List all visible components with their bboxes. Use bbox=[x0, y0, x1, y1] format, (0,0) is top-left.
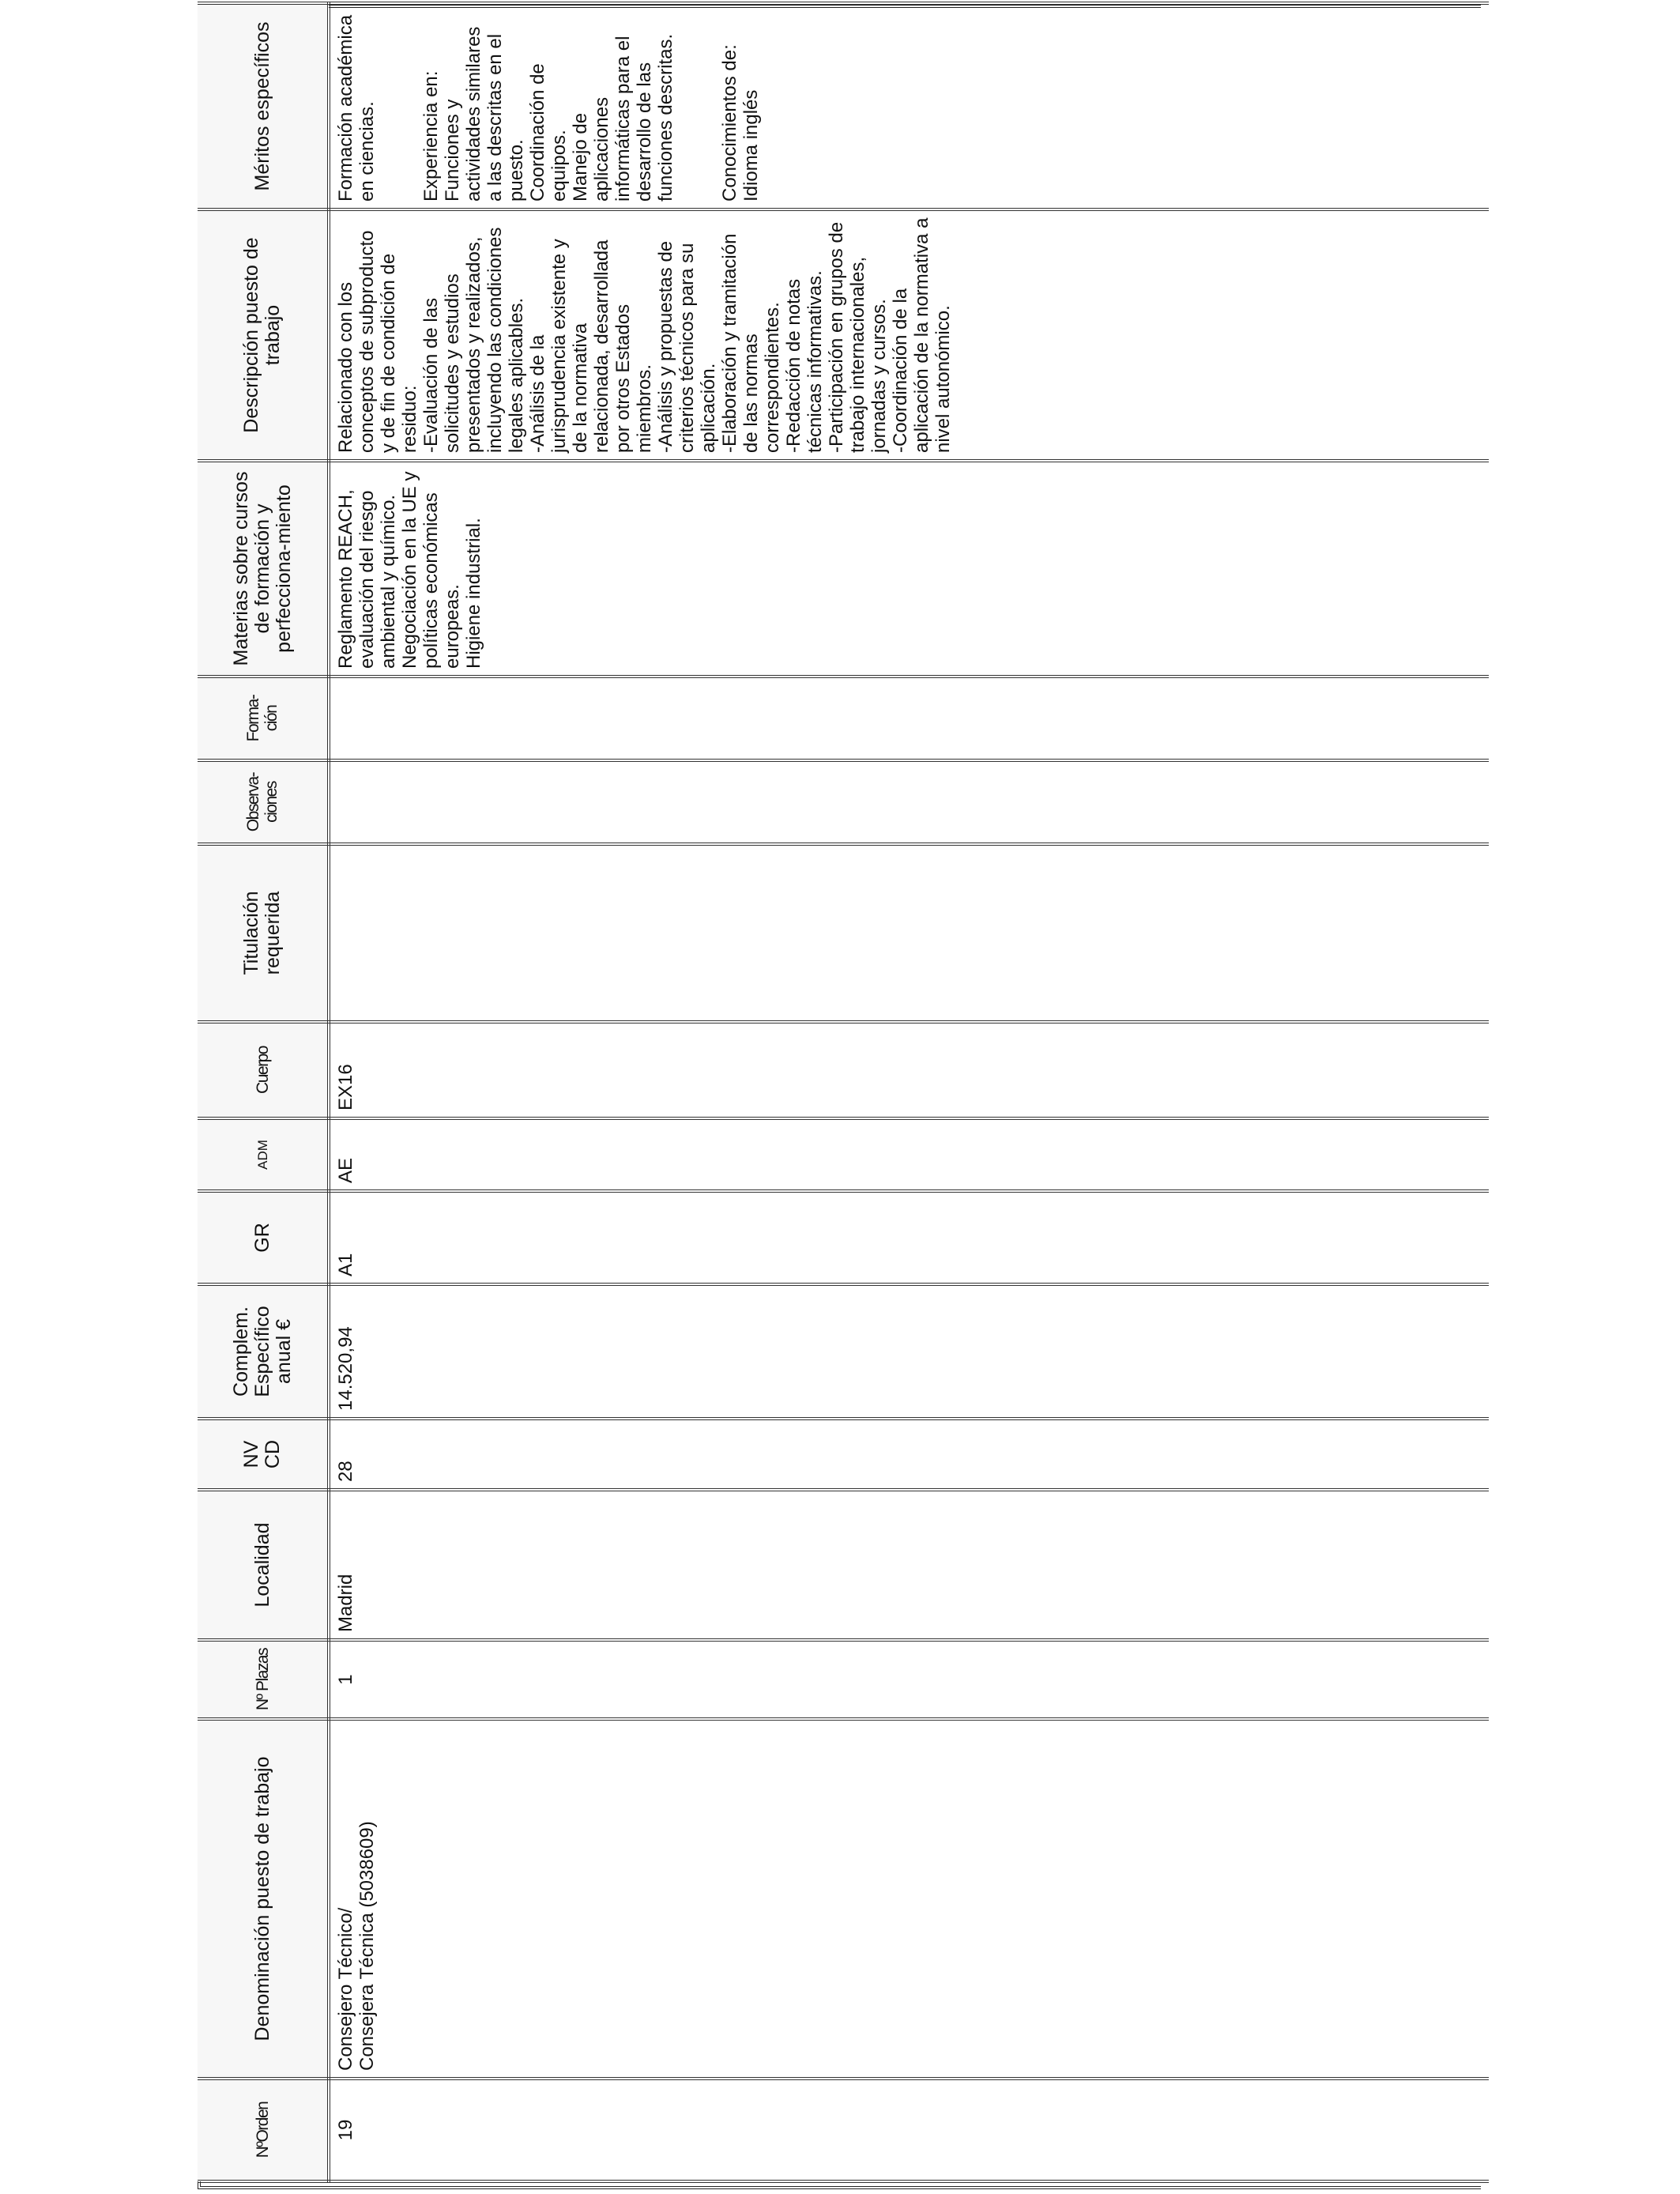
cell-materias bbox=[329, 461, 1489, 677]
meritos-experiencia-item: Funciones y actividades similares a las descritas en el puesto. bbox=[442, 26, 527, 202]
rotated-table-wrapper bbox=[198, 5, 1478, 2183]
cell-plazas: 1 bbox=[329, 1640, 1489, 1719]
meritos-experiencia-item: Manejo de aplicaciones informáticas para el desarrollo de las funciones descritas. bbox=[570, 33, 676, 202]
cell-orden: 19 bbox=[329, 2079, 1489, 2181]
spacer bbox=[676, 11, 719, 202]
descripcion-item: -Coordinación de la aplicación de la normativa a nivel autonómico. bbox=[890, 217, 954, 453]
meritos-conocimientos-item: Idioma inglés bbox=[740, 89, 762, 202]
cell-meritos bbox=[329, 3, 1489, 209]
header-gr: GR bbox=[198, 1191, 329, 1284]
meritos-experiencia-item: Coordinación de equipos. bbox=[527, 63, 570, 202]
header-descripcion: Descripción puesto de trabajo bbox=[198, 209, 329, 461]
table-row bbox=[329, 3, 1489, 2181]
denominacion-line-2: Consejera Técnica (5038609) bbox=[356, 1821, 378, 2071]
header-titulacion: Titulación requerida bbox=[198, 844, 329, 1022]
descripcion-item: -Evaluación de las solicitudes y estudios presentados y realizados, incluyendo las condiciones legales aplicables. bbox=[420, 227, 527, 453]
cell-denominacion bbox=[329, 1719, 1489, 2079]
header-orden: NºOrden bbox=[198, 2079, 329, 2181]
descripcion-item: -Participación en grupos de trabajo internacionales, jornadas y cursos. bbox=[826, 221, 890, 453]
header-row bbox=[198, 3, 329, 2181]
job-positions-table bbox=[198, 2, 1489, 2183]
header-plazas: Nº Plazas bbox=[198, 1640, 329, 1719]
header-localidad: Localidad bbox=[198, 1490, 329, 1640]
cell-cuerpo: EX16 bbox=[329, 1022, 1489, 1118]
materias-item: Higiene industrial. bbox=[463, 518, 484, 669]
header-formacion: Forma-ción bbox=[198, 677, 329, 760]
spacer bbox=[378, 11, 420, 202]
denominacion-line-1: Consejero Técnico/ bbox=[335, 1907, 356, 2071]
descripcion-item: -Análisis y propuestas de criterios técnicos para su aplicación. bbox=[655, 240, 719, 453]
meritos-formacion: Formación académica en ciencias. bbox=[335, 14, 378, 202]
cell-descripcion bbox=[329, 209, 1489, 461]
meritos-conocimientos-title: Conocimientos de: bbox=[719, 44, 740, 202]
descripcion-item: Relacionado con los conceptos de subproducto y de fin de condición de residuo: bbox=[335, 230, 420, 453]
materias-item: Negociación en la UE y políticas económicas europeas. bbox=[399, 471, 463, 669]
header-meritos: Méritos específicos bbox=[198, 3, 329, 209]
header-complemento: Complem. Específico anual € bbox=[198, 1284, 329, 1419]
cell-nvcd: 28 bbox=[329, 1419, 1489, 1490]
cell-complemento: 14.520,94 bbox=[329, 1284, 1489, 1419]
materias-item: Reglamento REACH, evaluación del riesgo ambiental y químico. bbox=[335, 489, 399, 669]
cell-formacion bbox=[329, 677, 1489, 760]
header-nvcd: NV CD bbox=[198, 1419, 329, 1490]
header-denominacion: Denominación puesto de trabajo bbox=[198, 1719, 329, 2079]
cell-titulacion bbox=[329, 844, 1489, 1022]
header-materias: Materias sobre cursos de formación y perfecciona-miento bbox=[198, 461, 329, 677]
descripcion-item: -Elaboración y tramitación de las normas correspondientes. bbox=[719, 233, 783, 453]
descripcion-item: -Redacción de notas técnicas informativas. bbox=[783, 270, 826, 453]
header-adm: ADM bbox=[198, 1118, 329, 1191]
header-observaciones: Observa-ciones bbox=[198, 760, 329, 844]
cell-observaciones bbox=[329, 760, 1489, 844]
cell-localidad: Madrid bbox=[329, 1490, 1489, 1640]
header-cuerpo: Cuerpo bbox=[198, 1022, 329, 1118]
cell-adm: AE bbox=[329, 1118, 1489, 1191]
descripcion-item: -Análisis de la jurisprudencia existente y de la normativa relacionada, desarrollada por otros Estados miembros. bbox=[527, 239, 655, 453]
meritos-experiencia-title: Experiencia en: bbox=[420, 70, 442, 202]
cell-gr: A1 bbox=[329, 1191, 1489, 1284]
